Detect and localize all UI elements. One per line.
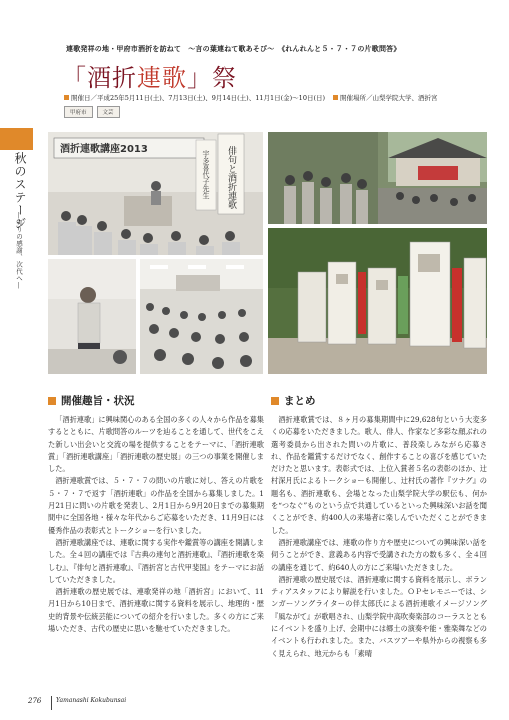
title-accent: 連歌	[137, 64, 187, 92]
section-heading-purpose	[48, 393, 135, 408]
paragraph: 酒折連歌講座では、連歌に関する実作や鑑賞等の講座を開講しました。全４回の講座では『古典の連句と酒折連歌』、『酒折連歌を楽しむ』、『俳句と酒折連歌』、『酒折宮と古代甲斐国』をテーマにお話していただきました。	[48, 537, 264, 584]
heading-square-icon	[271, 397, 279, 405]
paragraph: 酒折連歌賞では、５・７・７の問いの片歌に対し、答えの片歌を５・７・７で返す「酒折連歌」の作品を全国から募集しました。1月21日に問いの片歌を発表し、2月1日から9月20日までの募集期間中に全国各地・様々な年代からご応募をいただき、11月9日には優秀作品の表彰式とトークショーを行いました。	[48, 476, 264, 535]
section-body-summary	[271, 414, 487, 660]
article-title	[62, 58, 237, 93]
section-heading-text: まとめ	[284, 395, 316, 407]
running-title: Yamanashi Kokubunsai	[56, 697, 127, 704]
photo-audience	[140, 259, 263, 374]
paragraph: 酒折連歌講座では、連歌の作り方や歴史についての興味深い話を伺うことができ、意義ある内容で受講された方の数も多く、全４回の講座を通じて、約640人の方にご来場いただきました。	[271, 537, 487, 572]
tag-list	[64, 106, 120, 118]
side-accent-bar	[0, 128, 33, 150]
event-meta	[64, 93, 438, 102]
photo-shrine-gathering	[268, 132, 487, 224]
paragraph: 酒折連歌賞では、８ヶ月の募集期間中に29,628句という大変多くの応募をいただきました。歌人、俳人、作家など多彩な顔ぶれの選考委員から出された問いの片歌に、普段楽しみながら応募され、作品を鑑賞するだけでなく、創作することの喜びを感じていただけたと思います。表彰式では、上位入賞者５名の表彰のほか、辻村深月氏によるトークショーも開催し、辻村氏の著作『ツナグ』の題名も、酒折連歌も、会場となった山梨学院大学の駅伝も、何かを“つなぐ”ものという点で共通しているといった興味深いお話を聞くことができ、約400人の来場者に楽しんでいただくことができました。	[271, 415, 487, 535]
title-open: 「酒折	[62, 64, 137, 92]
vertical-sign-text: 俳句と酒折連歌	[226, 146, 236, 209]
photo-speaker	[48, 259, 136, 374]
heading-square-icon	[48, 397, 56, 405]
paragraph: 酒折連歌の歴史展では、酒折連歌に関する資料を展示し、ボランティアスタッフにより解説を行いました。ＯＰセレモニーでは、シンガーソングライターの伴太郎氏による酒折連歌イメージソング『風ながて』が歌唱され、山梨学院中高吹奏楽部のコーラスとともにイベントを盛り上げ、会期中には郷土の演奏や能・雅楽舞などのイベントも行われました。また、バスツアーや県外からの視察も多く見えられ、地元からも「素晴	[271, 574, 487, 658]
paragraph: 酒折連歌の歴史展では、連歌発祥の地「酒折宮」において、11月1日から10日まで、酒折連歌に関する資料を展示し、地理的・歴史的背景や伝統芸能についての紹介を行いました。多くの方にご来場いただき、古代の歴史に思いを馳せていただきました。	[48, 587, 264, 634]
venue-square-icon	[333, 95, 338, 100]
banner-text: 酒折連歌講座2013	[60, 144, 148, 155]
section-heading-text: 開催趣旨・状況	[61, 395, 135, 407]
section-body-purpose	[48, 414, 264, 635]
footer-divider	[51, 696, 52, 710]
speaker-sign-text: 宇多喜代子先生	[202, 150, 210, 199]
photo-lecture-banner	[48, 132, 263, 255]
side-title: 秋のステージ	[13, 152, 27, 230]
event-date: 開催日／平成25年5月11日(土)、7月13日(土)、9月14日(土)、11月1日(金)～10日(日)	[71, 94, 326, 102]
side-subtitle: ―実りの感謝、次代へ―	[15, 212, 23, 289]
photo-monuments	[268, 228, 487, 374]
tag-city: 甲府市	[64, 106, 93, 118]
date-square-icon	[64, 95, 69, 100]
title-close: 」祭	[187, 64, 237, 92]
tag-category: 文芸	[97, 106, 120, 118]
page-number: 276	[28, 697, 42, 705]
article-subtitle: 連歌発祥の地・甲府市酒折を訪ねて ～言の葉連ねて歌あそび～ 《れんれんと５・７・７の片歌問答》	[66, 44, 401, 53]
event-venue: 開催場所／山梨学院大学、酒折宮	[340, 94, 438, 102]
paragraph: 「酒折連歌」に興味関心のある全国の多くの人々から作品を募集するとともに、片歌問答のルーツを辿ることを通して、世代をこえた新しい出会いと交流の場を提供することをテーマに、「酒折連歌賞」「酒折連歌講座」「酒折連歌の歴史展」の三つの事業を開催しました。	[48, 415, 264, 474]
section-heading-summary	[271, 393, 316, 408]
